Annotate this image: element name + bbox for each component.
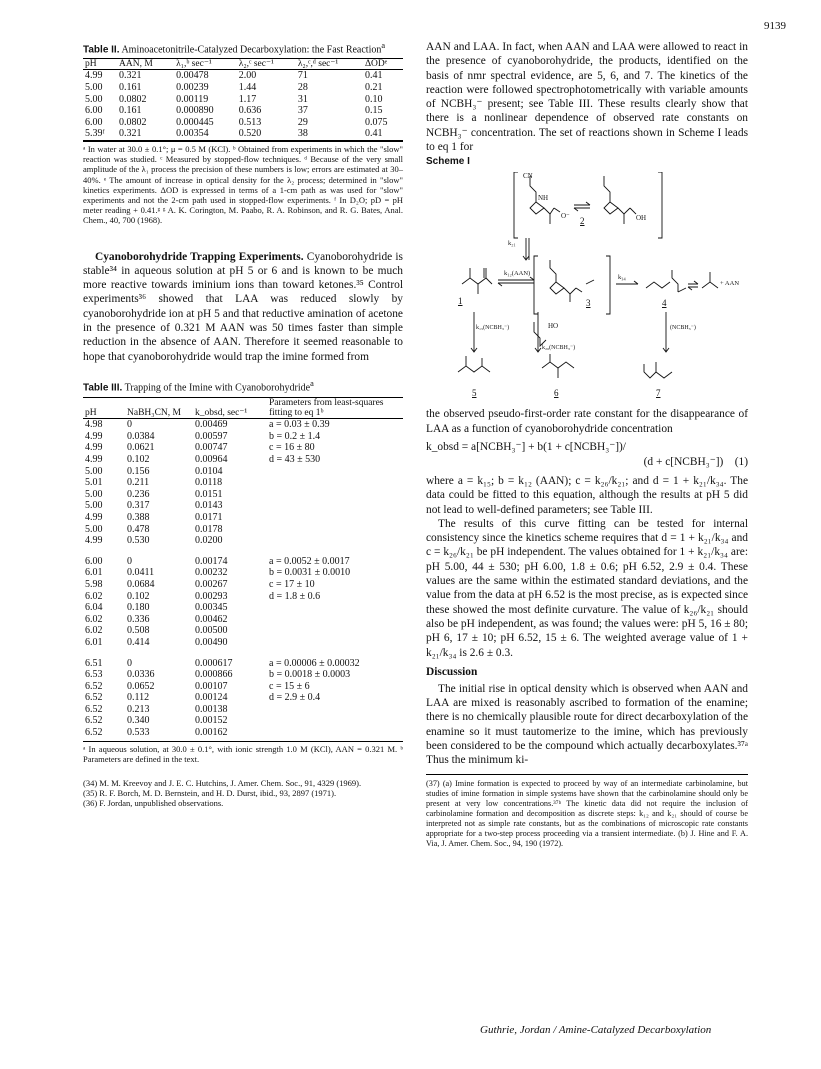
reference-item: (36) F. Jordan, unpublished observations. — [83, 798, 224, 809]
table3-cell: 0.414 — [127, 636, 150, 648]
table3-row — [83, 591, 403, 603]
table2-cell: 6.00 — [85, 105, 103, 117]
table3-row — [83, 454, 403, 466]
table2-row — [83, 117, 403, 129]
table3-header-row — [83, 398, 403, 419]
table3-cell: b = 0.0031 ± 0.0010 — [269, 567, 351, 579]
table3-cell: c = 15 ± 6 — [269, 680, 310, 692]
table3-cell: 0.00490 — [195, 636, 228, 648]
table2-cell: 31 — [297, 93, 308, 105]
table2 — [83, 58, 403, 141]
table2-title: Aminoacetonitrile-Catalyzed Decarboxylation: the Fast Reaction — [121, 44, 382, 56]
table3-cell: 0.0411 — [127, 567, 155, 579]
table3-cell: b = 0.0018 ± 0.0003 — [269, 669, 351, 681]
table3-row — [83, 419, 403, 431]
table3-cell: 5.00 — [85, 465, 103, 477]
table3-footnote: ᵃ In aqueous solution, at 30.0 ± 0.1°, with ionic strength 1.0 M (KCl), AAN = 0.321 M. ᵇ Parameters are defined in the text. — [83, 743, 403, 764]
table3-cell: 0.236 — [127, 488, 150, 500]
table3-cell: 0.00174 — [195, 555, 228, 567]
table3-cell: 0.00267 — [195, 578, 228, 590]
table2-cell: 0.15 — [364, 105, 383, 117]
table3-cell: d = 2.9 ± 0.4 — [269, 692, 321, 704]
table2-cell: 0.075 — [364, 116, 388, 128]
table2-cell: 6.00 — [85, 116, 103, 128]
table3-cell: 0.0384 — [127, 430, 155, 442]
table3-row — [83, 704, 403, 716]
table3-row — [83, 477, 403, 489]
table2-caption-mark: a — [381, 41, 386, 50]
table3-cell: 6.52 — [85, 703, 103, 715]
table2-cell: 5.00 — [85, 81, 103, 93]
discussion-text: The initial rise in optical density which is observed when AAN and LAA are mixed is reasonably ascribed to formation of the enamine; there is no chemically plausible route for direct decarboxylation of the enamine so it must tautomerize to the imine, which has previously been considered to be the compound which actually decarboxylates.³⁷ᵃ Thus the minimum ki- — [426, 682, 748, 767]
table3-cell: b = 0.2 ± 1.4 — [269, 430, 321, 442]
table3-group-gap — [83, 547, 403, 556]
table3-cell — [267, 614, 403, 626]
table2-cell: 0.000445 — [176, 116, 214, 128]
table3-row — [83, 602, 403, 614]
scheme-number: 7 — [656, 388, 661, 399]
table3-body — [83, 419, 403, 739]
table3-cell: 0.112 — [127, 692, 150, 704]
table3-cell: 0.213 — [127, 703, 150, 715]
table3-row — [83, 658, 403, 670]
table3-cell: 0.0178 — [195, 523, 223, 535]
table2-cell: 0.000890 — [176, 105, 214, 117]
table2-cell: 0.321 — [119, 128, 142, 140]
table3-header: k_obsd, sec⁻¹ — [195, 408, 248, 419]
right-intro: AAN and LAA. In fact, when AAN and LAA were allowed to react in the presence of cyanoborohydride, the products, identified on the basis of nmr spectral evidence, are 5, 6, and 7. The kinetics of the reaction were followed spectrophotometrically with variable amounts of NCBH₃⁻ present; see Table III. These results clearly show that there is a nonlinear dependence of observed rate constants on NCBH₃⁻ concentration. The set of reactions shown in Scheme I leads to eq 1 for — [426, 41, 748, 154]
table3-row — [83, 692, 403, 704]
table2-cell: 0.0802 — [119, 116, 147, 128]
table3-cell: 0.0621 — [127, 442, 155, 454]
reference-item: (34) M. M. Kreevoy and J. E. C. Hutchins, J. Amer. Chem. Soc., 91, 4329 (1969). — [83, 778, 362, 789]
table3-cell: 0.0104 — [195, 465, 223, 477]
table3-cell: 6.02 — [85, 625, 103, 637]
table3-cell: 6.01 — [85, 567, 103, 579]
right-after-eq: where a = k₁₅; b = k₁₂ (AAN); c = k₂₆/k₂₁; and d = 1 + k₂₁/k₃₄. The data could be fitted to this equation, although the results at pH 5 did not lead to well-defined parameters; see Table III. — [426, 474, 748, 516]
reference-37: (37) (a) Imine formation is expected to proceed by way of an intermediate carbinolamine, but studies of imine formation in simple systems have shown that the carbinolamine should only be present at very low concentrations.³⁷ᵇ The kinetic data did not require the inclusion of carbinolamine formation and decomposition as discrete steps: k₁₂ and k₂₁ should of course be interpreted not as simple rate constants, but as the combinations of microscopic rate constants appropriate for a two-step process proceeding via a transient intermediate. (b) J. Hine and F. A. Via, J. Amer. Chem. Soc., 94, 190 (1972). — [426, 778, 748, 848]
table3-cell: 0.00597 — [195, 430, 228, 442]
table3-cell: 0.000866 — [195, 669, 233, 681]
table3-cell: a = 0.03 ± 0.39 — [269, 419, 330, 431]
table3-cell — [267, 704, 403, 716]
table3-cell: 0.0652 — [127, 680, 155, 692]
table3-cell — [267, 466, 403, 478]
table3-cell: 6.52 — [85, 727, 103, 739]
table3-header: Parameters from least-squares fitting to eq 1ᵇ — [269, 398, 384, 419]
table3-cell: 0.0151 — [195, 488, 223, 500]
table3-cell: 6.52 — [85, 692, 103, 704]
scheme-group-label: O⁻ — [561, 212, 570, 221]
table3-cell — [267, 489, 403, 501]
scheme-group-label: + AAN — [720, 280, 740, 288]
table3-cell: d = 1.8 ± 0.6 — [269, 590, 321, 602]
page-number: 9139 — [764, 20, 786, 32]
table3-cell: 0.00152 — [195, 715, 228, 727]
table2-cell: 2.00 — [238, 70, 257, 82]
table2-body — [83, 70, 403, 141]
equation-1 — [426, 440, 748, 470]
table3-cell: 6.02 — [85, 590, 103, 602]
table3-caption-mark: a — [310, 378, 314, 388]
equation-line2 — [426, 455, 748, 470]
table3-title: Trapping of the Imine with Cyanoborohydride — [124, 382, 311, 394]
table3 — [83, 397, 403, 738]
table3-cell: 5.01 — [85, 477, 103, 489]
table3-cell: 0 — [127, 419, 132, 431]
table3-cell: c = 16 ± 80 — [269, 442, 315, 454]
table3-cell — [267, 602, 403, 614]
table3-cell: 0.00500 — [195, 625, 228, 637]
table3-header: pH — [85, 408, 97, 419]
table3-row — [83, 681, 403, 693]
table3-cell: 6.52 — [85, 715, 103, 727]
right-para2: The results of this curve fitting can be tested for internal consistency since the kinetics scheme requires that d = 1 + k₂₁/k₃₄ and c = k₂₆/k₂₁ be pH independent. The values obtained for 1 + k₂₁/k₃₄ are: pH 5.00, 44 ± 530; pH 6.00, 1.8 ± 0.6; pH 6.52, 2.9 ± 0.4. These values are the same within the estimated standard deviations, and the value from the data at pH 6.52 is the most precise, as is expected since these showed the most definite curvature. The value of k₂₆/k₂₁ should also be pH independent, as was found; the values were: pH 5, 16 ± 80; pH 6, 17 ± 10; pH 6.52, 15 ± 6. The weighted average value of 1 + k₂₁/k₃₄ is 2.6 ± 0.3. — [426, 517, 748, 659]
table2-cell: 0.161 — [119, 81, 142, 93]
table3-cell: 0.530 — [127, 535, 150, 547]
table3-row — [83, 535, 403, 547]
table2-row — [83, 128, 403, 140]
table3-cell: 0.00124 — [195, 692, 228, 704]
table2-row — [83, 105, 403, 117]
table3-cell: 4.99 — [85, 535, 103, 547]
table3-row — [83, 524, 403, 536]
table3-cell: 4.98 — [85, 419, 103, 431]
table3-row — [83, 579, 403, 591]
table3-row — [83, 556, 403, 568]
table2-cell: 0.520 — [238, 128, 262, 140]
table3-cell: 0.00469 — [195, 419, 228, 431]
table2-cell: 4.99 — [85, 70, 103, 82]
table3-cell: 6.02 — [85, 613, 103, 625]
scheme-label: Scheme I — [426, 156, 470, 168]
table3-cell — [267, 637, 403, 649]
table2-cell: 0.161 — [119, 105, 142, 117]
scheme-group-label: OH — [636, 214, 647, 223]
table2-header-row — [83, 59, 403, 70]
scheme-rate-label: k₃₄ — [618, 274, 626, 282]
table3-cell: 0.533 — [127, 727, 150, 739]
table3-cell: 5.98 — [85, 578, 103, 590]
scheme-number: 3 — [586, 298, 591, 309]
scheme-group-label: NH — [538, 194, 549, 203]
table2-footnote: ᵃ In water at 30.0 ± 0.1°; μ = 0.5 M (KCl). ᵇ Obtained from experiments in which the "slow" reaction was studied. ᶜ Measured by stopped-flow techniques. ᵈ Because of the very small amplitude of the λ₁ process the precision of these numbers is low; errors are estimated at 30–40%. ᵉ The amount of increase in optical density for the λ₂ process; determined in "slow" kinetics experiments. ΔOD is expressed in terms of a 1-cm path as was used for "slow" experiments and not the 2-cm path used in stopped-flow experiments. ᶠ In D₂O; pD = pH meter reading + 0.41.ᵍ ᵍ A. K. Corington, M. Paabo, R. A. Robinson, and R. G. Bates, Anal. Chem., 40, 700 (1968). — [83, 143, 403, 226]
left-column — [83, 40, 403, 809]
scheme-number: 2 — [580, 216, 585, 227]
table2-cell: 0.41 — [364, 128, 383, 140]
table2-cell: 29 — [297, 116, 308, 128]
table3-cell: 0.102 — [127, 454, 150, 465]
table2-header: λ₂,ᶜ,ᵈ sec⁻¹ — [297, 59, 339, 70]
table3-cell: 0.340 — [127, 715, 150, 727]
table3-caption — [83, 378, 403, 394]
table2-header: ΔODᵉ — [364, 59, 388, 70]
table3-row — [83, 637, 403, 649]
scheme-rate-label: k₂₆(NCBH₃⁻) — [542, 345, 576, 352]
table3-cell: a = 0.0052 ± 0.0017 — [269, 555, 350, 567]
table3-cell — [267, 715, 403, 727]
scheme-figure — [426, 172, 748, 407]
scheme-rate-label: k₂₁ — [508, 240, 516, 248]
table2-header: pH — [85, 59, 97, 70]
table3-cell: 0.00162 — [195, 727, 228, 739]
table3-cell: 4.99 — [85, 511, 103, 523]
table2-cell: 0.10 — [364, 93, 383, 105]
equation-denominator: (d + c[NCBH₃⁻]) — [643, 455, 724, 468]
table3-label: Table III. — [83, 382, 123, 394]
right-column — [426, 40, 748, 849]
table3-row — [83, 669, 403, 681]
table3-cell: 6.01 — [85, 636, 103, 648]
scheme-number: 5 — [472, 388, 477, 399]
table3-cell: 0.102 — [127, 590, 150, 602]
left-references — [83, 778, 403, 809]
table3-cell: 5.00 — [85, 500, 103, 512]
table2-cell: 28 — [297, 81, 308, 93]
scheme-group-label: CN — [523, 172, 533, 181]
table3-row — [83, 715, 403, 727]
table2-cell: 0.00119 — [176, 93, 209, 105]
table3-cell: 4.99 — [85, 430, 103, 442]
table3-cell: 6.52 — [85, 680, 103, 692]
table3-cell — [267, 535, 403, 547]
table3-row — [83, 500, 403, 512]
scheme-group-label: HO — [548, 322, 559, 331]
table2-header: AAN, M — [119, 59, 153, 70]
table2-cell: 0.00239 — [176, 81, 209, 93]
scheme-rate-label: (NCBH₃⁻) — [670, 325, 696, 332]
table3-row — [83, 614, 403, 626]
table3-cell: 4.99 — [85, 454, 103, 465]
reference-item: (35) R. F. Borch, M. D. Bernstein, and H. D. Durst, ibid., 93, 2897 (1971). — [83, 788, 337, 799]
table3-cell: 6.53 — [85, 669, 103, 681]
table3-row — [83, 567, 403, 579]
table2-cell: 5.39ᶠ — [85, 128, 105, 140]
table3-cell: a = 0.00006 ± 0.00032 — [269, 657, 360, 669]
table3-header: NaBH₃CN, M — [127, 408, 181, 419]
table3-cell: 5.00 — [85, 488, 103, 500]
table2-cell: 0.513 — [238, 116, 262, 128]
table2-cell: 0.41 — [364, 70, 383, 82]
discussion-heading: Discussion — [426, 665, 478, 678]
table3-cell: 4.99 — [85, 442, 103, 454]
equation-number: (1) — [734, 455, 748, 468]
table3-row — [83, 431, 403, 443]
right-after-scheme: the observed pseudo-first-order rate constant for the disappearance of LAA as a function of cyanoborohydride concentration — [426, 408, 748, 435]
table3-cell: d = 43 ± 530 — [269, 454, 321, 465]
table3-row — [83, 512, 403, 524]
table3-cell: 0.317 — [127, 500, 150, 512]
table3-cell: 0.00462 — [195, 613, 228, 625]
table3-cell — [267, 727, 403, 739]
table2-cell: 5.00 — [85, 93, 103, 105]
table2-header: λ₂,ᶜ sec⁻¹ — [238, 59, 274, 70]
table3-cell: 0.388 — [127, 511, 150, 523]
table2-cell: 0.321 — [119, 70, 142, 82]
scheme-rate-label: k₁₂(AAN) — [504, 270, 531, 278]
table3-cell: 6.51 — [85, 657, 103, 669]
table3-group-gap — [83, 649, 403, 658]
table3-cell — [267, 512, 403, 524]
scheme-rate-label: k₁₅(NCBH₃⁻) — [476, 325, 510, 332]
table3-cell: 5.00 — [85, 523, 103, 535]
table2-header: λ₁,ᵇ sec⁻¹ — [176, 59, 212, 70]
table3-cell: c = 17 ± 10 — [269, 578, 315, 590]
page-footer: Guthrie, Jordan / Amine-Catalyzed Decarboxylation — [480, 1024, 712, 1036]
scheme-drawing — [426, 172, 748, 407]
table3-cell: 0 — [127, 657, 132, 669]
table2-cell: 71 — [297, 70, 308, 82]
table3-cell: 6.04 — [85, 602, 103, 614]
table2-cell: 37 — [297, 105, 308, 117]
table2-cell: 0.00354 — [176, 128, 209, 140]
cyano-text: Cyanoborohydride is stable³⁴ in aqueous solution at pH 5 or 6 and is known to be much more reactive towards iminium ions than toward ketones.³⁵ Control experiments³⁶ showed that LAA was reduced slowly by cyanoborohydride ion at pH 5 and that reductive amination of acetone in the presence of 0.321 M AAN was 50 times faster than simple reduction in the absence of AAN. Therefore it seemed reasonable to hope that cyanoborohydride would trap the imine formed from — [83, 250, 403, 363]
table3-cell: 0.0336 — [127, 669, 155, 681]
table3-cell: 0.180 — [127, 602, 150, 614]
equation-line1: k_obsd = a[NCBH₃⁻] + b(1 + c[NCBH₃⁻])/ — [426, 440, 626, 453]
table2-cell: 0.636 — [238, 105, 262, 117]
table3-cell: 0.0171 — [195, 511, 223, 523]
table2-cell: 0.00478 — [176, 70, 209, 82]
table3-cell: 0.156 — [127, 465, 150, 477]
table3-cell: 0.00345 — [195, 602, 228, 614]
table3-cell: 0.000617 — [195, 657, 233, 669]
table3-cell — [267, 500, 403, 512]
table3-cell: 0.508 — [127, 625, 150, 637]
table3-cell: 6.00 — [85, 555, 103, 567]
table3-row — [83, 466, 403, 478]
table3-row — [83, 442, 403, 454]
table3-cell: 0.00293 — [195, 590, 228, 602]
table3-cell: 0.00232 — [195, 567, 228, 579]
scheme-number: 1 — [458, 296, 463, 307]
table2-row — [83, 82, 403, 94]
scheme-number: 4 — [662, 298, 667, 309]
table3-cell: 0.00964 — [195, 454, 228, 465]
table3-cell — [267, 524, 403, 536]
cyano-heading: Cyanoborohydride Trapping Experiments. — [95, 250, 304, 263]
table3-cell: 0.0200 — [195, 535, 223, 547]
table2-row — [83, 70, 403, 82]
table3-cell: 0.00107 — [195, 680, 228, 692]
table3-cell: 0.0118 — [195, 477, 223, 489]
table3-row — [83, 625, 403, 637]
table3-cell — [267, 625, 403, 637]
table2-row — [83, 94, 403, 106]
cyano-paragraph — [83, 250, 403, 364]
table3-cell: 0 — [127, 555, 132, 567]
table2-label: Table II. — [83, 44, 120, 56]
scheme-number: 6 — [554, 388, 559, 399]
table2-cell: 1.44 — [238, 81, 257, 93]
table3-cell: 0.478 — [127, 523, 150, 535]
table3-cell: 0.0143 — [195, 500, 223, 512]
table2-cell: 1.17 — [238, 93, 257, 105]
table2-cell: 38 — [297, 128, 308, 140]
table2-cell: 0.0802 — [119, 93, 147, 105]
table3-row — [83, 489, 403, 501]
table2-cell: 0.21 — [364, 81, 383, 93]
table3-cell: 0.336 — [127, 613, 150, 625]
table3-row — [83, 727, 403, 739]
table3-cell: 0.00138 — [195, 703, 228, 715]
table3-cell: 0.211 — [127, 477, 150, 489]
table3-cell: 0.00747 — [195, 442, 228, 454]
table2-caption — [83, 40, 403, 56]
table3-cell — [267, 477, 403, 489]
table3-cell: 0.0684 — [127, 578, 155, 590]
